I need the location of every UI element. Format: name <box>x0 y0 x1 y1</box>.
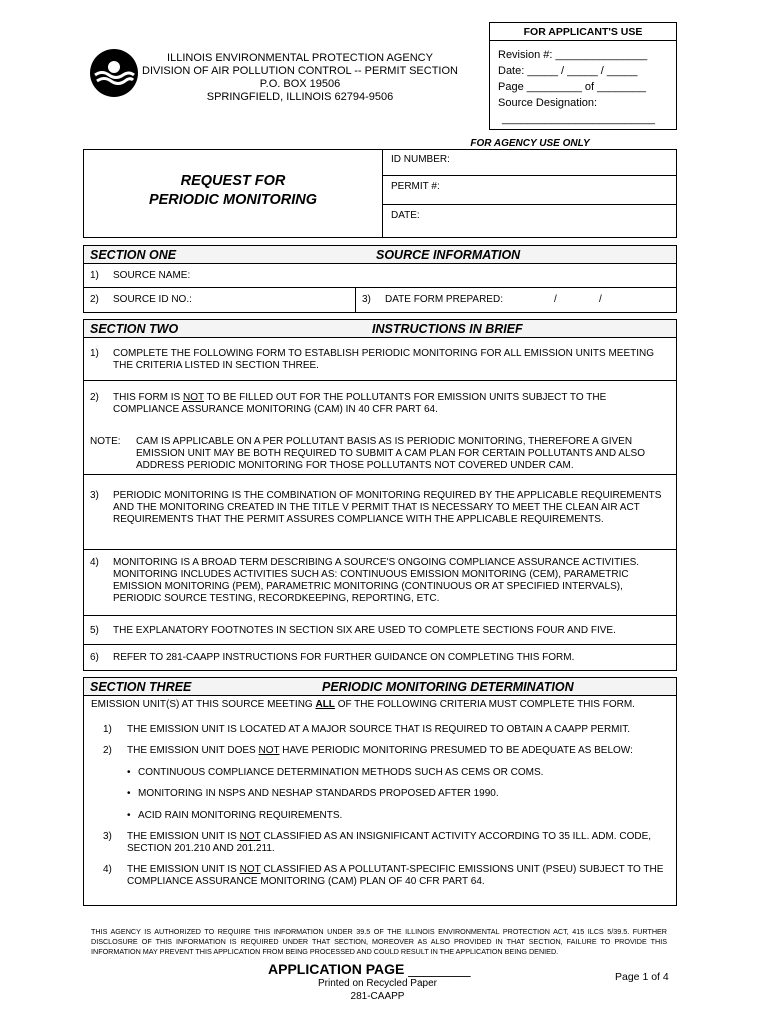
source-id-row[interactable]: 2) SOURCE ID NO.: <box>90 294 192 305</box>
division-name: DIVISION OF AIR POLLUTION CONTROL -- PERMIT SECTION <box>142 65 458 77</box>
agency-date-field[interactable]: DATE: <box>391 210 420 221</box>
applicant-box-title: FOR APPLICANT'S USE <box>523 26 643 38</box>
source-name-label: SOURCE NAME: <box>113 270 191 281</box>
source-designation-field[interactable]: _________________________ <box>502 113 655 125</box>
city-state: SPRINGFIELD, ILLINOIS 62794-9506 <box>206 91 394 103</box>
section-three-body: EMISSION UNIT(S) AT THIS SOURCE MEETING ALL OF THE FOLLOWING CRITERIA MUST COMPLETE THIS FORM. 1) THE EMISSION UNIT IS LOCATED AT A MAJOR SOURCE THAT IS REQUIRED TO OBTAIN A CAAPP PERMIT. 2) THE EMISSION UNIT DOES NOT HAVE PERIODIC MONITORING PRESUMED TO BE ADEQUATE AS BELOW: • CONTINUOUS COMPLIANCE DETERMINATION METHODS SUCH AS CEMS OR COMS. • MONITORING IN NSPS AND NESHAP STANDARDS PROPOSED AFTER 1990. • ACID RAIN MONITORING REQUIREMENTS. 3) THE EMISSION UNIT IS NOT CLASSIFIED AS AN INSIGNIFICANT ACTIVITY ACCORDING TO 35 ILL. ADM. CODE, SECTION 201.210 AND 201.211. 4) THE EMISSION UNIT IS NOT CLASSIFIED AS A POLLUTANT-SPECIFIC EMISSIONS UNIT (PSEU) SUBJECT TO THE COMPLIANCE ASSURANCE MONITORING (CAM) PLAN OF 40 CFR PART 64. <box>83 696 677 906</box>
agency-name: ILLINOIS ENVIRONMENTAL PROTECTION AGENCY <box>167 52 433 64</box>
source-id-label: SOURCE ID NO.: <box>113 294 192 305</box>
page-count: Page 1 of 4 <box>615 971 669 983</box>
instruction-4: 4) MONITORING IS A BROAD TERM DESCRIBING A SOURCE'S ONGOING COMPLIANCE ASSURANCE ACTIVITIES. MONITORING INCLUDES ACTIVITIES SUCH AS: CONTINUOUS EMISSION MONITORING (CEM), PARAMETRIC EMISSION MONITORING (PEM), PARAMETRIC MONITORING (CONTINUOUS OR AT SPECIFIED INTERVALS), PERIODIC SOURCE TESTING, RECORDKEEPING, REPORTING, ETC. <box>83 550 677 616</box>
criterion-1: THE EMISSION UNIT IS LOCATED AT A MAJOR SOURCE THAT IS REQUIRED TO OBTAIN A CAAPP PERMIT. <box>127 724 631 735</box>
criteria-intro: EMISSION UNIT(S) AT THIS SOURCE MEETING ALL OF THE FOLLOWING CRITERIA MUST COMPLETE THIS FORM. <box>91 699 635 710</box>
applicant-use-box <box>489 22 677 130</box>
source-designation-label: Source Designation: <box>498 97 598 109</box>
instruction-5: 5) THE EXPLANATORY FOOTNOTES IN SECTION SIX ARE USED TO COMPLETE SECTIONS FOUR AND FIVE. <box>83 616 677 645</box>
note-label: NOTE: <box>90 436 121 447</box>
section-two-label: SECTION TWO <box>90 322 179 336</box>
criterion-3: THE EMISSION UNIT IS NOT CLASSIFIED AS AN INSIGNIFICANT ACTIVITY ACCORDING TO 35 ILL. ADM. CODE, SECTION 201.210 AND 201.211. <box>127 831 652 854</box>
date-field[interactable]: Date: _____ / _____ / _____ <box>498 65 638 77</box>
agency-header <box>140 52 460 104</box>
bullet-cems: • CONTINUOUS COMPLIANCE DETERMINATION METHODS SUCH AS CEMS OR COMS. <box>138 767 543 778</box>
date-prepared-row[interactable]: 3) DATE FORM PREPARED: / / <box>362 294 602 305</box>
section-one-header <box>83 245 677 264</box>
section-one-heading: SOURCE INFORMATION <box>376 248 521 262</box>
legal-disclaimer: THIS AGENCY IS AUTHORIZED TO REQUIRE THIS INFORMATION UNDER 39.5 OF THE ILLINOIS ENVIRONMENTAL PROTECTION ACT, 415 ILCS 5/39.5. FURTHER DISCLOSURE OF THIS INFORMATION IS REQUIRED UNDER THAT SECTION, MOREOVER AS ALSO PROVIDED IN THAT SECTION, FAILURE TO PROVIDE THIS INFORMATION MAY PREVENT THIS APPLICATION FROM BEING PROCESSED AND COULD RESULT IN THE APPLICATION BEING DENIED. <box>91 927 667 956</box>
instruction-3: 3) PERIODIC MONITORING IS THE COMBINATION OF MONITORING REQUIRED BY THE APPLICABLE REQUIREMENTS AND THE MONITORING CREATED IN THE TITLE V PERMIT THAT IS NECESSARY TO MEET THE CLEAN AIR ACT REQUIREMENTS THAT THE PERMIT ASSURES COMPLIANCE WITH THE APPLICABLE REQUIREMENTS. <box>83 475 677 550</box>
section-three-header <box>83 677 677 696</box>
source-name-row[interactable]: 1) SOURCE NAME: <box>90 270 191 281</box>
section-one-label: SECTION ONE <box>90 248 177 262</box>
id-number-field[interactable]: ID NUMBER: <box>391 154 450 165</box>
criterion-2: THE EMISSION UNIT DOES NOT HAVE PERIODIC MONITORING PRESUMED TO BE ADEQUATE AS BELOW: <box>127 745 633 756</box>
note-text: CAM IS APPLICABLE ON A PER POLLUTANT BASIS AS IS PERIODIC MONITORING, THEREFORE A GIVEN EMISSION UNIT MAY BE BOTH REQUIRED TO SUBMIT A CAM PLAN FOR CERTAIN POLLUTANTS AND ALSO ADDRESS PERIODIC MONITORING FOR THOSE POLLUTANTS NOT COVERED UNDER CAM. <box>136 436 645 471</box>
page-field[interactable]: Page _________ of ________ <box>498 81 647 93</box>
date-prepared-label: DATE FORM PREPARED: <box>385 294 503 305</box>
agency-use-title: FOR AGENCY USE ONLY <box>470 138 590 149</box>
bullet-nsps: • MONITORING IN NSPS AND NESHAP STANDARDS PROPOSED AFTER 1990. <box>138 788 499 799</box>
section-three-label: SECTION THREE <box>90 680 192 694</box>
bullet-acid-rain: • ACID RAIN MONITORING REQUIREMENTS. <box>138 810 342 821</box>
instruction-1: 1) COMPLETE THE FOLLOWING FORM TO ESTABLISH PERIODIC MONITORING FOR ALL EMISSION UNITS MEETING THE CRITERIA LISTED IN SECTION THREE. <box>83 338 677 381</box>
title-block <box>83 149 677 238</box>
criterion-4: THE EMISSION UNIT IS NOT CLASSIFIED AS A POLLUTANT-SPECIFIC EMISSIONS UNIT (PSEU) SUBJECT TO THE COMPLIANCE ASSURANCE MONITORING (CAM) PLAN OF 40 CFR PART 64. <box>127 864 664 887</box>
section-two-header <box>83 319 677 338</box>
form-title: REQUEST FOR PERIODIC MONITORING <box>148 173 318 208</box>
application-page: APPLICATION PAGE ________ <box>268 961 471 977</box>
instruction-2: 2) THIS FORM IS NOT TO BE FILLED OUT FOR THE POLLUTANTS FOR EMISSION UNITS SUBJECT TO THE COMPLIANCE ASSURANCE MONITORING (CAM) IN 40 CFR PART 64. NOTE: CAM IS APPLICABLE ON A PER POLLUTANT BASIS AS IS PERIODIC MONITORING, THEREFORE A GIVEN EMISSION UNIT MAY BE BOTH REQUIRED TO SUBMIT A CAM PLAN FOR CERTAIN POLLUTANTS AND ALSO ADDRESS PERIODIC MONITORING FOR THOSE POLLUTANTS NOT COVERED UNDER CAM. <box>83 381 677 475</box>
permit-number-field[interactable]: PERMIT #: <box>391 181 440 192</box>
instruction-6: 6) REFER TO 281-CAAPP INSTRUCTIONS FOR FURTHER GUIDANCE ON COMPLETING THIS FORM. <box>90 652 575 663</box>
po-box: P.O. BOX 19506 <box>259 78 341 90</box>
section-three-heading: PERIODIC MONITORING DETERMINATION <box>322 680 574 694</box>
application-page-number-field[interactable]: ________ <box>408 961 471 977</box>
iepa-logo <box>89 48 139 98</box>
section-two-heading: INSTRUCTIONS IN BRIEF <box>372 322 523 336</box>
revision-field[interactable]: Revision #: _______________ <box>498 49 648 61</box>
form-number: 281-CAAPP <box>350 991 405 1002</box>
recycled-note: Printed on Recycled Paper <box>318 978 437 989</box>
